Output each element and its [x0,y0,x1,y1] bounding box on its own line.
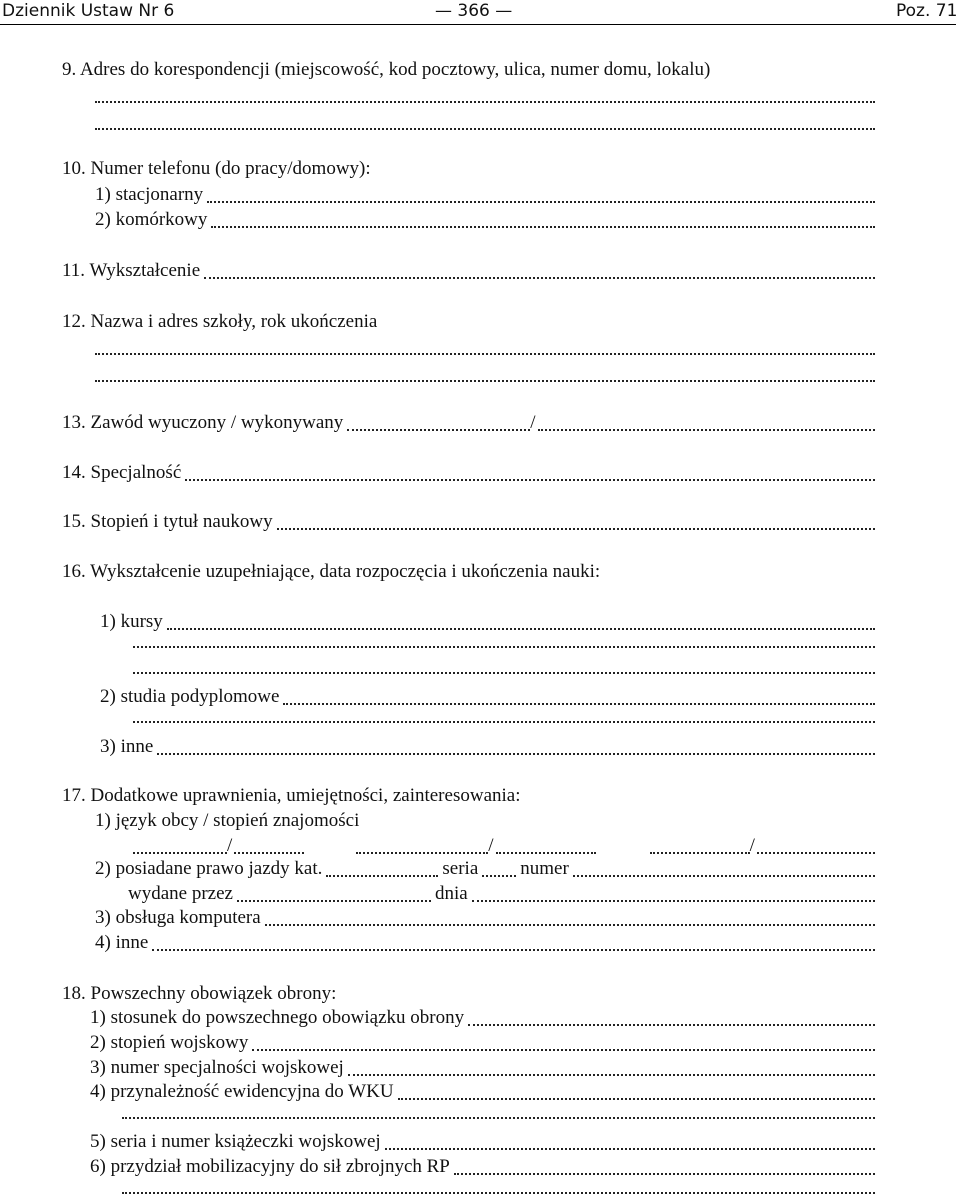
item-10-1-fill[interactable] [207,201,875,203]
item-18-6-fill-2[interactable] [122,1192,875,1194]
journal-title: Dziennik Ustaw Nr 6 [2,1,175,21]
language-fill-1b[interactable] [234,852,304,854]
item-17-4[interactable]: 4) inne [95,931,875,955]
item-13-fill-b[interactable] [538,429,875,431]
item-14[interactable]: 14. Specjalność [62,461,875,485]
license-category-fill[interactable] [326,875,438,877]
item-17-3-fill[interactable] [265,924,875,926]
item-17-1-fills[interactable]: / / / [133,834,875,858]
position-number: Poz. 71 [896,1,958,21]
item-10-1[interactable]: 1) stacjonarny [95,183,875,207]
item-12-fill-1[interactable] [95,353,875,355]
item-16-2[interactable]: 2) studia podyplomowe [100,685,875,709]
item-17-1-label: 1) język obcy / stopień znajomości [95,810,360,831]
item-13-fill-a[interactable] [347,429,530,431]
item-12-fill-2[interactable] [95,380,875,382]
license-series-fill[interactable] [482,875,516,877]
item-11[interactable]: 11. Wykształcenie [62,259,875,283]
item-14-fill[interactable] [185,479,875,481]
item-15-fill[interactable] [277,528,875,530]
item-17-2-issuer[interactable]: wydane przez dnia [128,882,875,906]
item-18-2-fill[interactable] [252,1049,875,1051]
item-16-2-fill[interactable] [283,703,875,705]
license-number-fill[interactable] [573,875,875,877]
item-18-4-fill[interactable] [398,1098,875,1100]
item-18-2[interactable]: 2) stopień wojskowy [90,1031,875,1055]
item-18-5[interactable]: 5) seria i numer książeczki wojskowej [90,1130,875,1154]
item-16-2-fill-2[interactable] [133,721,875,723]
item-18-4-fill-2[interactable] [122,1117,875,1119]
language-fill-3b[interactable] [757,852,875,854]
item-18-4[interactable]: 4) przynależność ewidencyjna do WKU [90,1080,875,1104]
page-number: — 366 — [435,1,513,21]
item-17-label: 17. Dodatkowe uprawnienia, umiejętności, zainteresowania: [62,785,521,806]
item-16-3-fill[interactable] [157,753,875,755]
item-16-1-fill[interactable] [167,628,875,630]
item-17-4-fill[interactable] [152,949,875,951]
item-16-3[interactable]: 3) inne [100,735,875,759]
item-11-fill[interactable] [204,277,875,279]
item-18-3[interactable]: 3) numer specjalności wojskowej [90,1056,875,1080]
item-18-3-fill[interactable] [348,1074,875,1076]
item-9-fill-1[interactable] [95,101,875,103]
item-16-1-fill-3[interactable] [133,672,875,674]
item-16-label: 16. Wykształcenie uzupełniające, data rozpoczęcia i ukończenia nauki: [62,561,601,582]
item-10-2-fill[interactable] [211,226,875,228]
item-18-1[interactable]: 1) stosunek do powszechnego obowiązku obrony [90,1006,875,1030]
item-17-3[interactable]: 3) obsługa komputera [95,906,875,930]
item-10-label: 10. Numer telefonu (do pracy/domowy): [62,158,371,179]
item-16-1[interactable]: 1) kursy [100,610,875,634]
license-issuer-fill[interactable] [237,900,431,902]
item-18-5-fill[interactable] [385,1148,875,1150]
item-18-1-fill[interactable] [468,1024,875,1026]
item-18-6[interactable]: 6) przydział mobilizacyjny do sił zbrojnych RP [90,1155,875,1179]
item-17-2[interactable]: 2) posiadane prawo jazdy kat. seria numer [95,857,875,881]
language-fill-3a[interactable] [650,852,750,854]
language-fill-2b[interactable] [496,852,596,854]
item-16-1-fill-2[interactable] [133,646,875,648]
item-18-label: 18. Powszechny obowiązek obrony: [62,983,337,1004]
language-fill-1a[interactable] [133,852,227,854]
language-fill-2a[interactable] [356,852,488,854]
item-12-label: 12. Nazwa i adres szkoły, rok ukończenia [62,311,378,332]
item-15[interactable]: 15. Stopień i tytuł naukowy [62,510,875,534]
item-10-2[interactable]: 2) komórkowy [95,208,875,232]
item-18-6-fill[interactable] [454,1173,875,1175]
item-13[interactable]: 13. Zawód wyuczony / wykonywany / [62,411,875,435]
item-9-fill-2[interactable] [95,128,875,130]
item-9-label: 9. Adres do korespondencji (miejscowość, kod pocztowy, ulica, numer domu, lokalu) [62,59,711,80]
license-date-fill[interactable] [472,900,875,902]
